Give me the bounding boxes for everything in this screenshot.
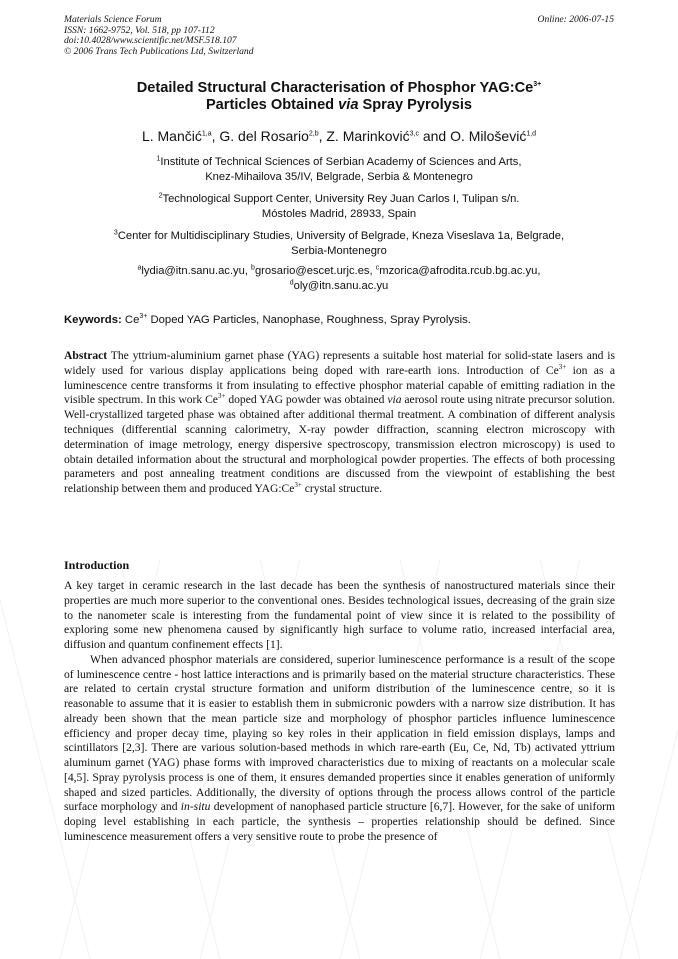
email-link[interactable]: oly@itn.sanu.ac.yu — [293, 280, 389, 292]
abstract-label: Abstract — [64, 349, 108, 362]
author-name: Z. Marinković — [326, 128, 410, 144]
introduction-body — [64, 579, 615, 845]
author-name: L. Mančić — [141, 128, 202, 144]
email-link[interactable]: mzorica@afrodita.rcub.bg.ac.yu, — [379, 265, 541, 277]
keywords: Keywords: $Ce^{3+}$ Doped YAG Particles, Nanophase, Roughness, Spray Pyrolysis. — [64, 313, 471, 326]
issn-line: ISSN: 1662-9752, Vol. 518, pp 107-112 — [64, 24, 215, 36]
doi-line: doi:10.4028/www.scientific.net/MSF.518.107 — [64, 35, 237, 47]
paper-title: Detailed Structural Characterisation of Phosphor $YAG:Ce^{3+}$ Particles Obtained via Spray Pyrolysis — [136, 80, 542, 113]
affiliation-3: $^3$Center for Multidisciplinary Studies, University of Belgrade, Kneza Viseslava 1a, Belgrade, Serbia-Montenegro — [113, 229, 565, 257]
abstract: Abstract The yttrium-aluminium garnet phase (YAG) represents a suitable host material for solid-state lasers and is widely used for various display applications being doped with rare-earth ions. Introduction of $Ce^{3+}$ ion as a luminescence centre transforms it from insulating to effective phosphor material capable of emitting radiation in the visible spectrum. In this work $Ce^{3+}$ doped YAG powder was obtained via aerosol route using nitrate precursor solution. Well-crystallized targeted phase was obtained after additional thermal treatment. A combination of different analysis techniques (differential scanning calorimetry, X-ray powder diffraction, scanning electron microscopy with determination of image metrology, energy dispersive spectroscopy, transmission electron microscopy) is used to obtain detailed information about the structural and morphological powder properties. The effects of both processing parameters and post annealing treatment conditions are discussed from the viewpoint of establishing the best relationship between them and produced $YAG:Ce^{3+}$ crystal structure. — [64, 349, 616, 496]
journal-name: Materials Science Forum — [64, 14, 162, 25]
copyright-line: © 2006 Trans Tech Publications Ltd, Switzerland — [64, 45, 254, 57]
keywords-label: Keywords: — [64, 314, 122, 326]
paragraph: A key target in ceramic research in the last decade has been the synthesis of nanostructured materials since their properties are much more superior to the conventional ones. Besides technological issues, decreasing of the grain size to the nanometer scale is interesting from the fundamental point of view since it is related to the possibility of exploring some new phenomena caused by significantly high surface to volume ratio, increased interfacial area, diffusion and quantum confinement effects [1]. — [64, 579, 615, 651]
section-heading: Introduction — [64, 558, 130, 572]
email-list: $^a$lydia@itn.sanu.ac.yu, $^b$grosario@escet.urjc.es, $^c$mzorica@afrodita.rcub.bg.ac.yu, $^d$oly@itn.sanu.ac.yu — [137, 264, 541, 292]
affiliation-1: $^1$Institute of Technical Sciences of Serbian Academy of Sciences and Arts, Knez-Mihailova 35/IV, Belgrade, Serbia & Montenegro — [156, 155, 522, 183]
author-name: O. Milošević — [450, 128, 527, 144]
online-date: Online: 2006-07-15 — [537, 14, 614, 25]
author-list: L. Mančić$^{1,a}$, G. del Rosario$^{2,b}$, Z. Marinković$^{3,c}$ and O. Milošević$^{1,d}$ — [141, 128, 537, 144]
paragraph: When advanced phosphor materials are considered, superior luminescence performance is a result of the scope of luminescence centre - host lattice interactions and is primarily based on the material structure characteristics. These are related to certain crystal structure formation and uniform distribution of the luminescence centre, so it is reasonable to assume that it is easier to establish them in submicronic powders with a narrow size distribution. It has already been shown that the mean particle size and morphology of phosphor particles influence luminescence efficiency and proper decay time, playing so key roles in their application in field emission displays, lamps and scintillators [2,3]. There are various solution-based methods in which rare-earth (Eu, Ce, Nd, Tb) activated yttrium aluminum garnet (YAG) phase forms with improved characteristics due to mixing of reactants on a molecular scale [4,5]. Spray pyrolysis process is one of them, it ensures demanded properties since it enables generation of uniformly shaped and sized particles. Additionally, the diversity of options through the process allows control of the particle surface morphology and in-situ development of nanophased particle structure [6,7]. However, for the sake of uniform doping level establishing in each particle, the synthesis – properties relationship should be defined. Since luminescence measurement offers a very sensitive route to probe the presence of — [64, 652, 615, 843]
affiliation-2: $^2$Technological Support Center, University Rey Juan Carlos I, Tulipan s/n. Móstoles Madrid, 28933, Spain — [158, 192, 520, 220]
author-name: G. del Rosario — [219, 128, 309, 144]
journal-header — [64, 15, 614, 57]
email-link[interactable]: lydia@itn.sanu.ac.yu, — [141, 265, 252, 277]
email-link[interactable]: grosario@escet.urjc.es, — [254, 265, 376, 277]
